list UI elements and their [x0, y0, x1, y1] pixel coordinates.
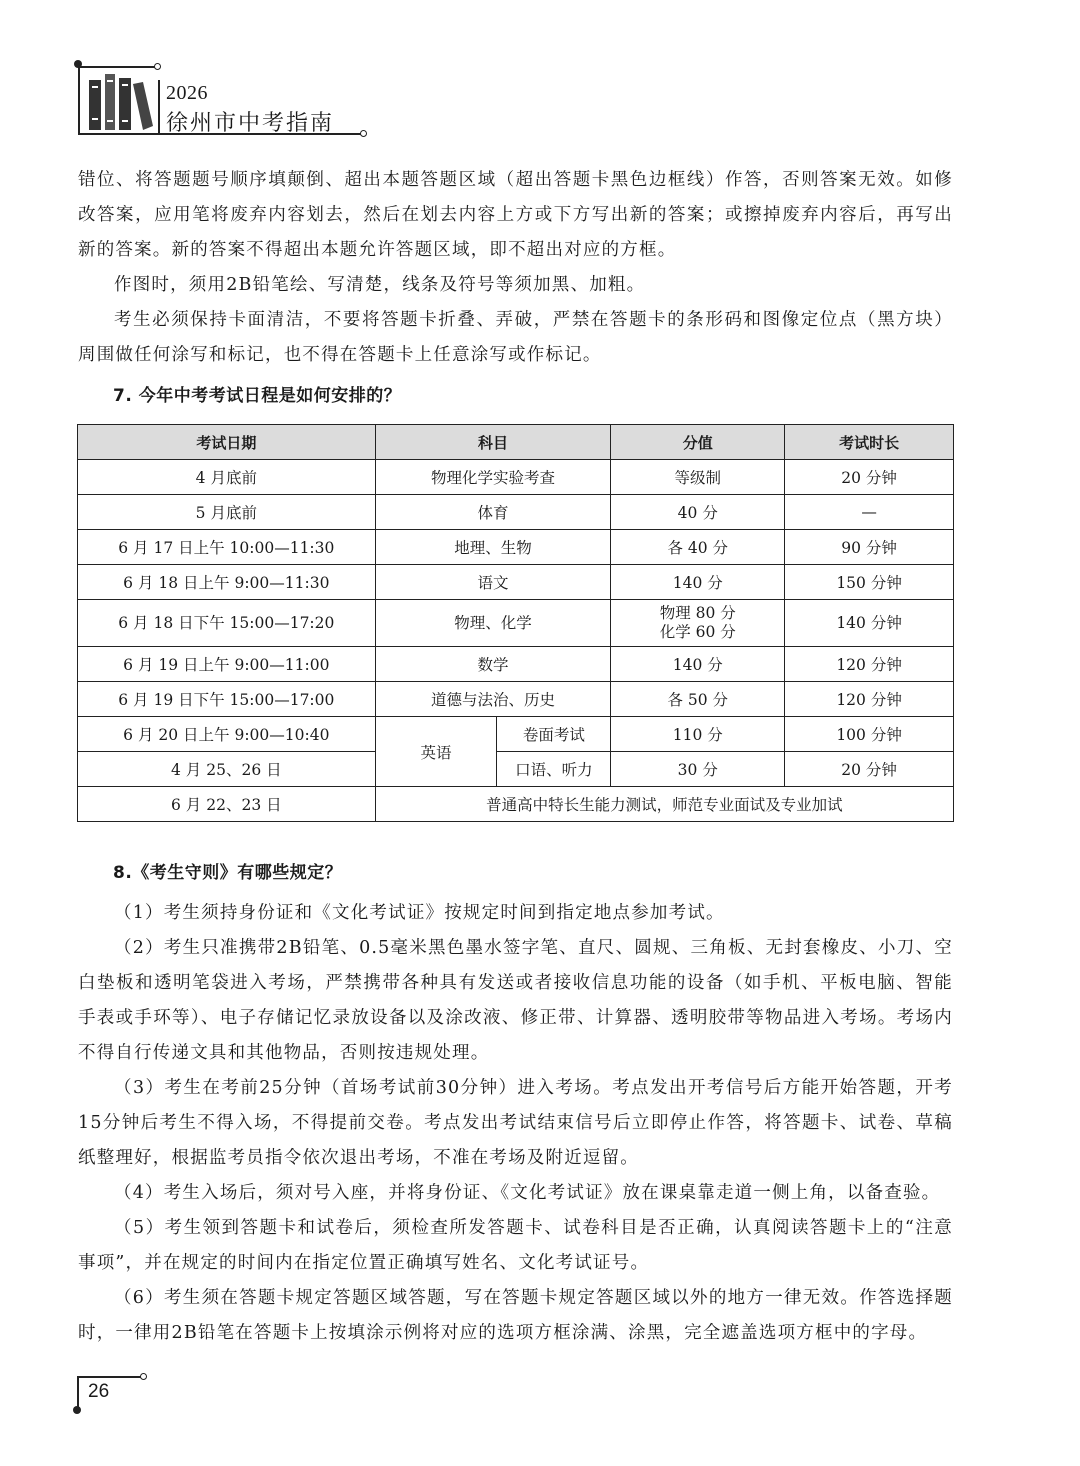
table-row [78, 647, 954, 682]
score-line-chemistry: 化学 60 分 [659, 623, 736, 641]
cell-duration: 100 分钟 [785, 717, 954, 752]
question-8-title: 8.《考生守则》有哪些规定？ [113, 863, 343, 883]
cell-date: 6 月 18 日上午 9:00—11:30 [78, 565, 376, 600]
intro-paragraph: 考生必须保持卡面清洁，不要将答题卡折叠、弄破，严禁在答题卡的条形码和图像定位点（黑方块）周围做任何涂写和标记，也不得在答题卡上任意涂写或作标记。 [78, 310, 953, 365]
table-row [78, 565, 954, 600]
rule-item: （6）考生须在答题卡规定答题区域答题，写在答题卡规定答题区域以外的地方一律无效。作答选择题时，一律用2B铅笔在答题卡上按填涂示例将对应的选项方框涂满、涂黑，完全遮盖选项方框中的字母。 [78, 1288, 953, 1343]
header-score: 分值 [611, 425, 785, 460]
cell-subject: 物理、化学 [375, 600, 611, 647]
rule-item: （5）考生领到答题卡和试卷后，须检查所发答题卡、试卷科目是否正确，认真阅读答题卡上的“注意事项”，并在规定的时间内在指定位置正确填写姓名、文化考试证号。 [78, 1218, 953, 1273]
table-row [78, 787, 954, 822]
cell-date: 6 月 17 日上午 10:00—11:30 [78, 530, 376, 565]
cell-date: 4 月底前 [78, 460, 376, 495]
page-number: 26 [88, 1381, 110, 1402]
table-row [78, 460, 954, 495]
footer-top-rule [77, 1376, 141, 1378]
footer-dot [73, 1406, 81, 1414]
cell-score: 40 分 [611, 495, 785, 530]
rule-item: （4）考生入场后，须对号入座，并将身份证、《文化考试证》放在课桌靠走道一侧上角，以备查验。 [114, 1183, 941, 1203]
cell-part: 口语、听力 [497, 752, 611, 787]
cell-subject: 体育 [375, 495, 611, 530]
table-row [78, 682, 954, 717]
cell-date: 4 月 25、26 日 [78, 752, 376, 787]
cell-duration: 20 分钟 [785, 460, 954, 495]
intro-paragraph: 错位、将答题题号顺序填颠倒、超出本题答题区域（超出答题卡黑色边框线）作答，否则答案无效。如修改答案，应用笔将废弃内容划去，然后在划去内容上方或下方写出新的答案；或擦掉废弃内容后，再写出新的答案。新的答案不得超出本题允许答题区域，即不超出对应的方框。 [78, 170, 953, 260]
cell-score: 140 分 [611, 647, 785, 682]
rule-item: （2）考生只准携带2B铅笔、0.5毫米黑色墨水签字笔、直尺、圆规、三角板、无封套橡皮、小刀、空白垫板和透明笔袋进入考场，严禁携带各种具有发送或者接收信息功能的设备（如手机、平板电脑、智能手表或手环等）、电子存储记忆录放设备以及涂改液、修正带、计算器、透明胶带等物品进入考场。考场内不得自行传递文具和其他物品，否则按违规处理。 [78, 938, 953, 1063]
cell-duration: 150 分钟 [785, 565, 954, 600]
cell-duration: 90 分钟 [785, 530, 954, 565]
cell-score: 30 分 [611, 752, 785, 787]
cell-special-desc: 普通高中特长生能力测试，师范专业面试及专业加试 [375, 787, 953, 822]
cell-score: 110 分 [611, 717, 785, 752]
table-row [78, 600, 954, 647]
rule-item: （3）考生在考前25分钟（首场考试前30分钟）进入考场。考点发出开考信号后方能开始答题，开考15分钟后考生不得入场，不得提前交卷。考点发出考试结束信号后立即停止作答，将答题卡、试卷、草稿纸整理好，根据监考员指令依次退出考场，不准在考场及附近逗留。 [78, 1078, 953, 1168]
cell-date: 6 月 22、23 日 [78, 787, 376, 822]
cell-date: 6 月 19 日上午 9:00—11:00 [78, 647, 376, 682]
cell-subject: 地理、生物 [375, 530, 611, 565]
question-7-title: 7. 今年中考考试日程是如何安排的？ [113, 386, 402, 406]
cell-duration: 120 分钟 [785, 682, 954, 717]
cell-subject: 物理化学实验考查 [375, 460, 611, 495]
cell-score [611, 600, 785, 647]
cell-duration: 20 分钟 [785, 752, 954, 787]
cell-subject: 道德与法治、历史 [375, 682, 611, 717]
cell-date: 6 月 18 日下午 15:00—17:20 [78, 600, 376, 647]
header-divider [158, 80, 160, 134]
cell-subject-english: 英语 [375, 717, 497, 787]
cell-duration: 120 分钟 [785, 647, 954, 682]
score-line-physics: 物理 80 分 [659, 604, 736, 622]
rule-item: （1）考生须持身份证和《文化考试证》按规定时间到指定地点参加考试。 [114, 903, 725, 923]
header-duration: 考试时长 [785, 425, 954, 460]
intro-paragraph: 作图时，须用2B铅笔绘、写清楚，线条及符号等须加黑、加粗。 [114, 275, 646, 295]
cell-part: 卷面考试 [497, 717, 611, 752]
cell-duration: 140 分钟 [785, 600, 954, 647]
table-row [78, 530, 954, 565]
cell-score: 各 40 分 [611, 530, 785, 565]
header-book-title: 徐州市中考指南 [166, 111, 335, 136]
table-header-row [78, 425, 954, 460]
header-subject: 科目 [375, 425, 611, 460]
cell-date: 5 月底前 [78, 495, 376, 530]
cell-score: 各 50 分 [611, 682, 785, 717]
footer-left-rule [77, 1376, 79, 1410]
cell-duration: — [785, 495, 954, 530]
table-row [78, 752, 954, 787]
header-year: 2026 [166, 82, 208, 104]
exam-schedule-table [77, 424, 954, 822]
cell-date: 6 月 20 日上午 9:00—10:40 [78, 717, 376, 752]
cell-score: 140 分 [611, 565, 785, 600]
cell-subject: 语文 [375, 565, 611, 600]
cell-score: 等级制 [611, 460, 785, 495]
intro-section [78, 163, 953, 373]
header-ring-right [360, 130, 367, 137]
table-row [78, 495, 954, 530]
cell-date: 6 月 19 日下午 15:00—17:00 [78, 682, 376, 717]
cell-subject: 数学 [375, 647, 611, 682]
table-row [78, 717, 954, 752]
books-icon [77, 62, 157, 134]
rules-section [78, 896, 953, 1351]
header-date: 考试日期 [78, 425, 376, 460]
footer-ring [140, 1373, 147, 1380]
